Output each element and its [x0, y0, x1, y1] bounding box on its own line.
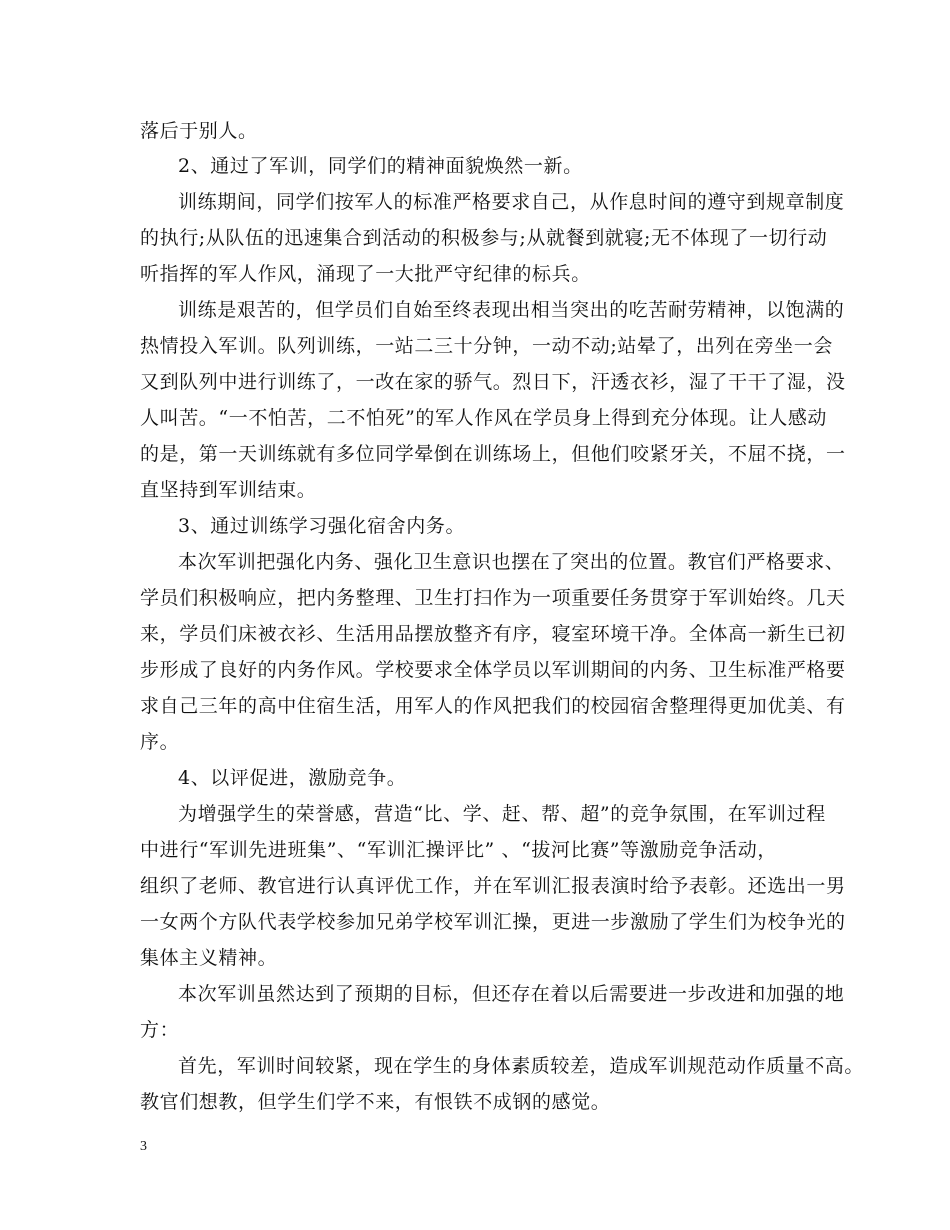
section-heading: 2、通过了军训，同学们的精神面貌焕然一新。: [178, 155, 583, 177]
text-line: 中进行“军训先进班集”、“军训汇操评比” 、“拔河比赛”等激励竞争活动，: [140, 839, 777, 861]
text-line: 直坚持到军训结束。: [140, 479, 317, 501]
text-line: 为增强学生的荣誉感，营造“比、学、赶、帮、超”的竞争氛围，在军训过程: [178, 803, 826, 825]
text-line: 来，学员们床被衣衫、生活用品摆放整齐有序，寝室环境干净。全体高一新生已初: [140, 623, 846, 645]
text-line: 的是，第一天训练就有多位同学晕倒在训练场上，但他们咬紧牙关，不屈不挠，一: [140, 443, 846, 465]
text-line: 集体主义精神。: [140, 947, 278, 969]
section-heading: 4、以评促进，激励竞争。: [178, 767, 407, 789]
text-line: 方：: [140, 1019, 180, 1041]
text-line: 训练期间，同学们按军人的标准严格要求自己，从作息时间的遵守到规章制度: [178, 191, 845, 213]
text-line: 首先，军训时间较紧，现在学生的身体素质较差，造成军训规范动作质量不高。: [178, 1055, 865, 1077]
text-line: 教官们想教，但学生们学不来，有恨铁不成钢的感觉。: [140, 1091, 611, 1113]
text-line: 一女两个方队代表学校参加兄弟学校军训汇操，更进一步激励了学生们为校争光的: [140, 911, 846, 933]
text-line: 热情投入军训。队列训练，一站二三十分钟，一动不动;站晕了，出列在旁坐一会: [140, 335, 834, 357]
page-number: 3: [140, 1139, 147, 1154]
section-heading: 3、通过训练学习强化宿舍内务。: [178, 515, 466, 537]
text-line: 训练是艰苦的，但学员们自始至终表现出相当突出的吃苦耐劳精神，以饱满的: [178, 299, 845, 321]
text-line: 求自己三年的高中住宿生活，用军人的作风把我们的校园宿舍整理得更加优美、有: [140, 695, 846, 717]
text-line: 落后于别人。: [140, 120, 258, 142]
text-line: 人叫苦。“一不怕苦，二不怕死”的军人作风在学员身上得到充分体现。让人感动: [140, 407, 828, 429]
text-line: 步形成了良好的内务作风。学校要求全体学员以军训期间的内务、卫生标准严格要: [140, 659, 846, 681]
text-line: 听指挥的军人作风，涌现了一大批严守纪律的标兵。: [140, 263, 591, 285]
text-line: 本次军训把强化内务、强化卫生意识也摆在了突出的位置。教官们严格要求、: [178, 551, 845, 573]
text-line: 本次军训虽然达到了预期的目标，但还存在着以后需要进一步改进和加强的地: [178, 983, 845, 1005]
text-line: 的执行;从队伍的迅速集合到活动的积极参与;从就餐到就寝;无不体现了一切行动: [140, 227, 828, 249]
text-line: 序。: [140, 731, 180, 753]
text-line: 又到队列中进行训练了，一改在家的骄气。烈日下，汗透衣衫，湿了干干了湿，没: [140, 371, 846, 393]
text-line: 学员们积极响应，把内务整理、卫生打扫作为一项重要任务贯穿于军训始终。几天: [140, 587, 846, 609]
text-line: 组织了老师、教官进行认真评优工作，并在军训汇报表演时给予表彰。还选出一男: [140, 875, 846, 897]
